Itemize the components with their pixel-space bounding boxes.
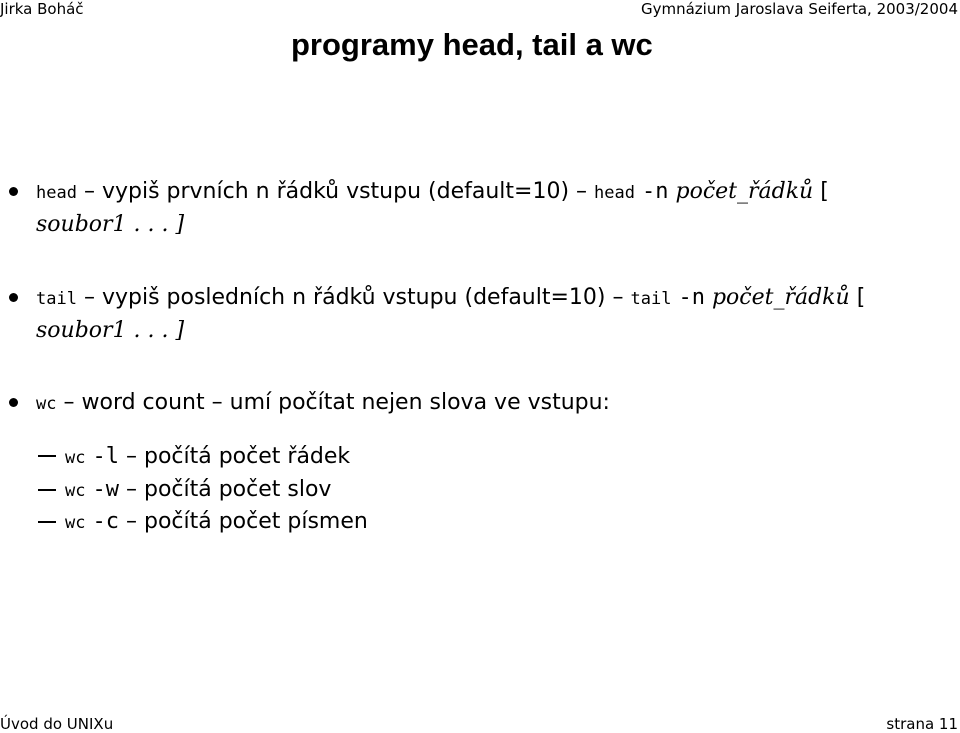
- wc-w-command: wc: [65, 481, 86, 501]
- wc-l-description: počítá počet řádek: [143, 444, 351, 469]
- header-institution: Gymnázium Jaroslava Seiferta, 2003/2004: [641, 0, 958, 18]
- dash-wc-w: [38, 489, 56, 491]
- tail-syntax-argument: počet_řádků: [711, 285, 850, 310]
- item-tail-line2: [36, 317, 184, 345]
- item-tail-line1: [36, 284, 865, 313]
- item-wc-line: [36, 389, 610, 418]
- wc-separator: –: [63, 390, 75, 415]
- bullet-head: [9, 187, 18, 196]
- wc-l-separator: –: [125, 444, 137, 469]
- wc-w-separator: –: [125, 477, 137, 502]
- wc-separator-2: –: [211, 390, 223, 415]
- head-command: head: [36, 183, 77, 203]
- wc-c-command: wc: [65, 513, 86, 533]
- item-head-line1: [36, 178, 829, 207]
- header-author: Jirka Boháč: [0, 0, 84, 18]
- head-syntax-option: -n: [641, 179, 669, 204]
- tail-description: vypiš posledních n řádků vstupu (default=10): [101, 285, 606, 310]
- wc-l-command: wc: [65, 448, 86, 468]
- wc-command: wc: [36, 394, 57, 414]
- head-syntax-argument: počet_řádků: [675, 179, 814, 204]
- wc-w-option: -w: [92, 477, 119, 502]
- dash-wc-c: [38, 521, 56, 523]
- slide-title: programy head, tail a wc: [291, 27, 653, 62]
- wc-w-description: počítá počet slov: [143, 477, 332, 502]
- tail-separator-2: –: [612, 285, 624, 310]
- footer-course: Úvod do UNIXu: [0, 715, 114, 733]
- head-description: vypiš prvních n řádků vstupu (default=10): [101, 179, 570, 204]
- head-separator: –: [83, 179, 95, 204]
- subitem-wc-c: [65, 508, 368, 537]
- item-head-line2: [36, 211, 184, 239]
- tail-command: tail: [36, 289, 77, 309]
- wc-c-description: počítá počet písmen: [143, 509, 368, 534]
- subitem-wc-l: [65, 443, 350, 472]
- wc-description: word count: [81, 390, 205, 415]
- tail-bracket-open: [: [856, 285, 866, 310]
- wc-l-option: -l: [92, 444, 119, 469]
- wc-c-option: -c: [92, 509, 119, 534]
- tail-syntax-option: -n: [678, 285, 705, 310]
- footer-page-number: strana 11: [886, 715, 958, 733]
- bullet-tail: [9, 293, 18, 302]
- tail-continuation: soubor1 . . . ]: [36, 318, 185, 343]
- head-continuation: soubor1 . . . ]: [36, 212, 185, 237]
- head-bracket-open: [: [820, 179, 829, 204]
- subitem-wc-w: [65, 476, 331, 505]
- dash-wc-l: [38, 455, 56, 457]
- tail-syntax-command: tail: [630, 289, 672, 309]
- tail-separator: –: [83, 285, 95, 310]
- head-separator-2: –: [576, 179, 588, 204]
- bullet-wc: [9, 398, 18, 407]
- wc-rest: umí počítat nejen slova ve vstupu:: [229, 390, 610, 415]
- head-syntax-command: head: [594, 183, 635, 203]
- wc-c-separator: –: [125, 509, 137, 534]
